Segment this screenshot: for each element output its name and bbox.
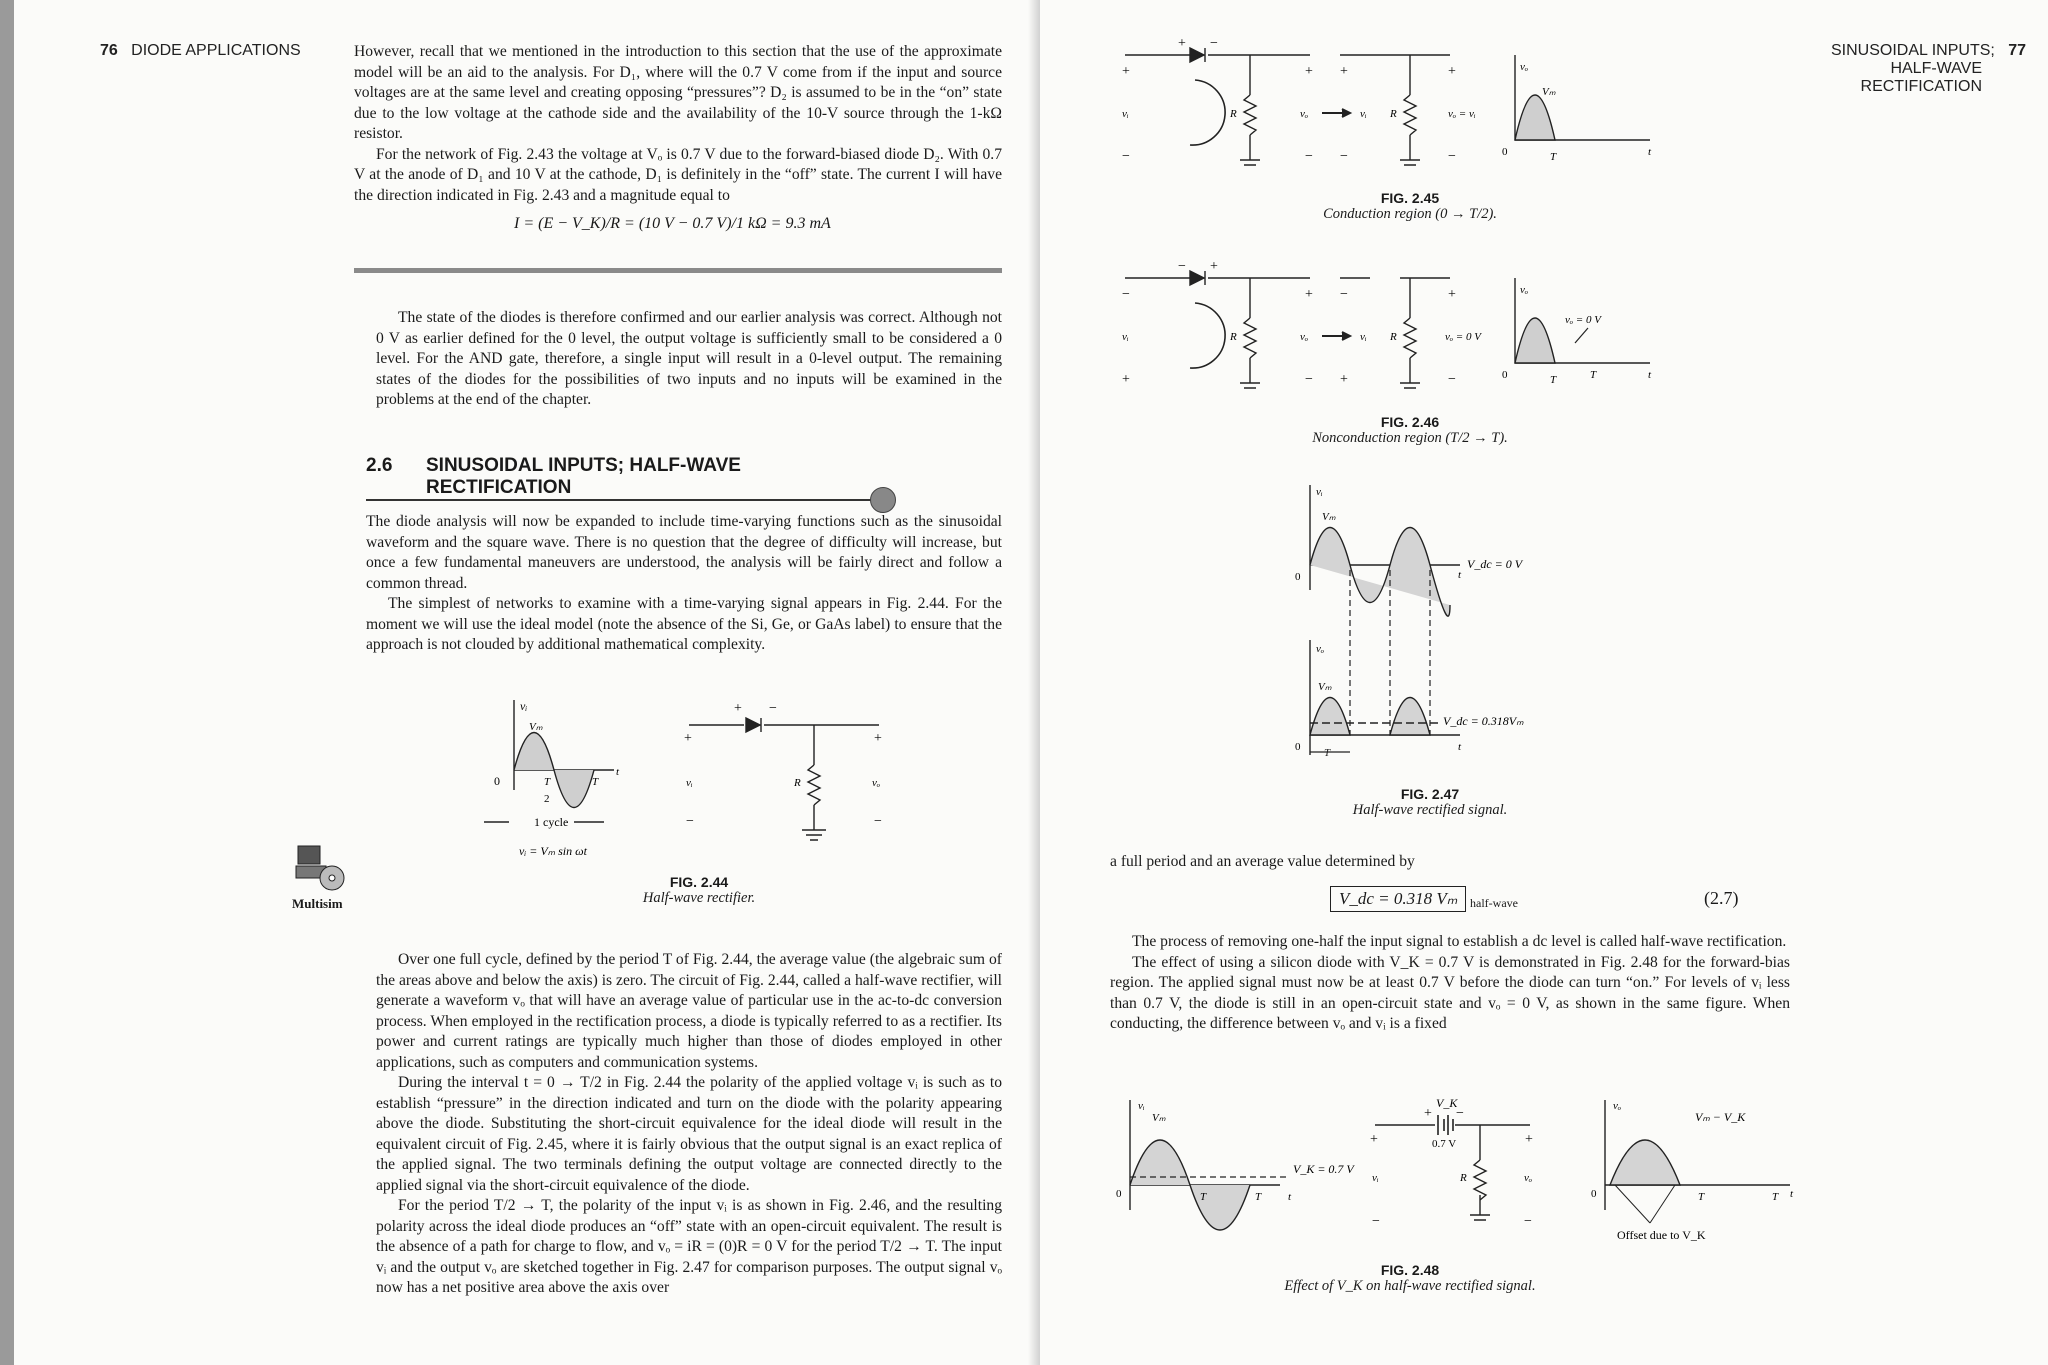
svg-text:t: t	[1288, 1191, 1292, 1203]
multisim-logo	[290, 840, 350, 900]
resistor-symbol	[1474, 1160, 1486, 1200]
circuit-wires	[689, 725, 879, 830]
body-block-3	[366, 512, 1002, 656]
fig-2-48-offset-note: Offset due to V_K	[1617, 1228, 1706, 1242]
svg-text:vₒ: vₒ	[1300, 331, 1309, 343]
fig-title: Effect of V_K on half-wave rectified signal.	[1284, 1278, 1536, 1294]
svg-text:vₒ = 0 V: vₒ = 0 V	[1565, 314, 1601, 326]
svg-text:t: t	[1648, 146, 1652, 158]
fig-2-44-diagram	[464, 690, 924, 890]
svg-text:T: T	[1550, 151, 1557, 163]
svg-text:+: +	[1122, 64, 1130, 79]
svg-text:T: T	[592, 776, 599, 788]
fig-title: Nonconduction region (T/2 → T).	[1312, 430, 1508, 446]
svg-text:+: +	[1122, 372, 1130, 387]
svg-text:R: R	[1390, 108, 1397, 120]
example-end-rule	[354, 268, 1002, 273]
svg-text:vₒ: vₒ	[1520, 61, 1529, 73]
svg-text:+: +	[1340, 372, 1348, 387]
svg-text:Vₘ: Vₘ	[529, 721, 543, 733]
input-sine-waveform	[1130, 1140, 1250, 1230]
section-title-line2: RECTIFICATION	[426, 477, 572, 498]
svg-text:0: 0	[494, 774, 500, 788]
svg-text:vᵢ: vᵢ	[1122, 331, 1129, 343]
svg-text:0: 0	[1502, 369, 1508, 381]
svg-text:Vₘ: Vₘ	[1152, 1112, 1166, 1124]
svg-text:+: +	[1178, 36, 1186, 51]
paragraph: The state of the diodes is therefore confirmed and our earlier analysis was correct. Although not 0 V as earlier defined for the 0 level, the output voltage is sufficiently small to be considered a 0 level. For the AND gate, therefore, a single input will result in a 0-level output. The remaining states of the diodes for the possibilities of two inputs and no inputs will be examined in the problems at the end of the chapter.	[376, 309, 1002, 408]
half-wave-pulse	[1515, 318, 1555, 363]
svg-text:vᵢ: vᵢ	[1360, 108, 1367, 120]
fig-2-48-vm-vk: Vₘ − V_K	[1695, 1110, 1746, 1124]
svg-text:t: t	[1790, 1188, 1794, 1200]
svg-text:0: 0	[1591, 1188, 1597, 1200]
svg-text:vᵢ: vᵢ	[686, 777, 693, 789]
svg-text:vₒ: vₒ	[872, 777, 881, 789]
svg-text:Vₘ: Vₘ	[1542, 86, 1556, 98]
svg-text:t: t	[1458, 741, 1462, 753]
svg-text:T: T	[1590, 369, 1597, 381]
ground-symbol	[1240, 160, 1420, 165]
svg-text:+: +	[1210, 259, 1218, 274]
svg-text:vᵢ: vᵢ	[1372, 1172, 1379, 1184]
svg-text:R: R	[1390, 331, 1397, 343]
chapter-title: DIODE APPLICATIONS	[131, 42, 301, 59]
svg-text:+: +	[1305, 64, 1313, 79]
svg-text:+: +	[1340, 64, 1348, 79]
output-half-wave	[1310, 698, 1430, 736]
svg-text:t: t	[1648, 369, 1652, 381]
multisim-label: Multisim	[292, 896, 343, 911]
svg-text:vᵢ: vᵢ	[1122, 108, 1129, 120]
svg-text:−: −	[1340, 287, 1348, 302]
svg-text:V_K: V_K	[1436, 1096, 1458, 1110]
svg-text:T: T	[1698, 1191, 1705, 1203]
svg-text:−: −	[769, 701, 777, 716]
svg-text:R: R	[1230, 108, 1237, 120]
diode-symbol	[746, 718, 761, 732]
fig-label: FIG. 2.47	[1400, 786, 1460, 802]
diode-symbol	[1190, 271, 1205, 285]
svg-text:vₒ: vₒ	[1300, 108, 1309, 120]
svg-text:vₒ: vₒ	[1316, 643, 1325, 655]
equation-current: I = (E − V_K)/R = (10 V − 0.7 V)/1 kΩ = 9.3 mA	[514, 215, 831, 232]
body-block-5	[1110, 852, 1790, 873]
fig-2-44-equation: vᵢ = Vₘ sin ωt	[519, 844, 587, 858]
svg-text:t: t	[1458, 569, 1462, 581]
page-number-left: 76	[100, 42, 118, 59]
svg-text:vᵢ: vᵢ	[1138, 1100, 1145, 1112]
svg-text:−: −	[1178, 259, 1186, 274]
svg-text:T: T	[1255, 1191, 1262, 1203]
fig-2-48-vk-label: V_K = 0.7 V	[1293, 1162, 1354, 1176]
svg-text:2: 2	[544, 793, 550, 805]
running-head-left	[100, 42, 301, 60]
fig-title: Half-wave rectified signal.	[1352, 802, 1508, 818]
fig-2-44-cycle-label: 1 cycle	[534, 815, 569, 829]
paragraph: During the interval t = 0 → T/2 in Fig. 2.44 the polarity of the applied voltage vᵢ is such as to establish “pressure” in the direction indicated and turn on the diode with the polarity appearing above the diode. Substituting the short-circuit equivalence for the ideal diode will result in the equivalent circuit of Fig. 2.45, where it is fairly obvious that the output signal is an exact replica of the applied signal. The two terminals defining the output voltage are connected directly to the applied signal via the short-circuit equivalence of the diode.	[376, 1074, 1002, 1194]
svg-text:R: R	[1230, 331, 1237, 343]
fig-2-47-caption	[1290, 786, 1570, 819]
svg-text:t: t	[616, 766, 620, 778]
fig-2-48-diagram	[1110, 1085, 1800, 1255]
svg-text:vₒ: vₒ	[1520, 284, 1529, 296]
svg-text:−: −	[1305, 372, 1313, 387]
battery-symbol	[1438, 1115, 1453, 1135]
paragraph: However, recall that we mentioned in the introduction to this section that the use of the approximate model will be an aid to the analysis. For D₁, where will the 0.7 V come from if the input and source voltages are at the same level and creating opposing “pressures”? D₂ is assumed to be in the “on” state due to the low voltage at the cathode side and the availability of the 10-V source through the 1-kΩ resistor.	[354, 43, 1002, 142]
svg-text:R: R	[794, 777, 801, 789]
boxed-equation-subscript: half-wave	[1470, 896, 1518, 910]
svg-text:T: T	[1200, 1191, 1207, 1203]
section-title-line1: SINUSOIDAL INPUTS; HALF-WAVE	[426, 455, 741, 476]
resistor-symbol	[808, 765, 820, 805]
svg-text:+: +	[1424, 1106, 1432, 1121]
fig-label: FIG. 2.46	[1380, 414, 1440, 430]
page-number-right: 77	[2008, 42, 2026, 59]
section-bullet-icon	[870, 487, 896, 513]
svg-text:T: T	[1772, 1191, 1779, 1203]
svg-text:+: +	[1525, 1132, 1533, 1147]
svg-text:−: −	[874, 814, 882, 829]
svg-text:+: +	[1448, 64, 1456, 79]
reduced-half-wave	[1610, 1140, 1680, 1185]
svg-text:vₒ = 0 V: vₒ = 0 V	[1445, 331, 1481, 343]
fig-label: FIG. 2.44	[669, 874, 729, 890]
svg-text:R: R	[1460, 1172, 1467, 1184]
ground-symbol	[1240, 383, 1420, 388]
paragraph: The effect of using a silicon diode with V_K = 0.7 V is demonstrated in Fig. 2.48 for the forward-bias region. The applied signal must now be at least 0.7 V before the diode can turn “on.” For levels of vᵢ less than 0.7 V, the diode is still in an open-circuit state and vₒ = 0 V, as shown in the same figure. When conducting, the difference between vₒ and vᵢ is a fixed	[1110, 953, 1790, 1032]
svg-text:vᵢ: vᵢ	[520, 699, 528, 713]
ground-symbol	[802, 830, 826, 840]
svg-text:0: 0	[1295, 571, 1301, 583]
svg-text:−: −	[1210, 36, 1218, 51]
running-head-line3: RECTIFICATION	[1860, 78, 1982, 95]
svg-text:vᵢ: vᵢ	[1360, 331, 1367, 343]
diode-symbol	[1190, 48, 1205, 62]
svg-text:0: 0	[1502, 146, 1508, 158]
svg-text:+: +	[1448, 287, 1456, 302]
paragraph: For the network of Fig. 2.43 the voltage at Vₒ is 0.7 V due to the forward-biased diode D₂. With 0.7 V at the anode of D₁ and 10 V at the cathode, D₁ is definitely in the “off” state. The current I will have the direction indicated in Fig. 2.43 and a magnitude equal to	[354, 145, 1002, 204]
current-arrow	[1190, 303, 1225, 368]
svg-text:T: T	[1550, 374, 1557, 386]
section-running-title: SINUSOIDAL INPUTS;	[1830, 42, 1995, 59]
svg-text:−: −	[1122, 149, 1130, 164]
svg-text:−: −	[686, 814, 694, 829]
fig-label: FIG. 2.48	[1380, 1262, 1440, 1278]
section-number: 2.6	[366, 455, 393, 476]
svg-text:0: 0	[1116, 1188, 1122, 1200]
svg-text:−: −	[1372, 1214, 1380, 1229]
svg-text:+: +	[874, 731, 882, 746]
fig-title: Half-wave rectifier.	[642, 890, 756, 906]
fig-2-45-caption	[1270, 190, 1550, 223]
svg-text:+: +	[734, 701, 742, 716]
paragraph: Over one full cycle, defined by the period T of Fig. 2.44, the average value (the algebraic sum of the areas above and below the axis) is zero. The circuit of Fig. 2.44, called a half-wave rectifier, will generate a waveform vₒ that will have an average value of particular use in the ac-to-dc conversion process. When employed in the rectification process, a diode is typically referred to as a rectifier. Its power and current ratings are typically much higher than those of diodes employed in other applications, such as computers and communication systems.	[376, 951, 1002, 1071]
svg-text:+: +	[684, 731, 692, 746]
svg-text:T: T	[1324, 747, 1331, 759]
fig-2-47-vdc-input: V_dc = 0 V	[1467, 557, 1523, 571]
body-block-2	[376, 308, 1002, 411]
svg-text:−: −	[1122, 287, 1130, 302]
svg-text:−: −	[1456, 1106, 1464, 1121]
section-heading	[366, 455, 741, 498]
ground-symbol	[1470, 1215, 1490, 1220]
svg-text:−: −	[1305, 149, 1313, 164]
right-page	[1040, 0, 2048, 1365]
svg-text:−: −	[1340, 149, 1348, 164]
body-block-4	[376, 950, 1002, 1299]
fig-2-45-diagram	[1110, 35, 1800, 185]
sine-waveform	[514, 733, 594, 808]
boxed-equation-text: V_dc = 0.318 Vₘ	[1339, 889, 1458, 908]
running-head-line2: HALF-WAVE	[1890, 60, 1982, 77]
paragraph: The diode analysis will now be expanded to include time-varying functions such as the sinusoidal waveform and the square wave. There is no question that the degree of difficulty will increase, but once a few fundamental maneuvers are understood, the analysis will be fairly direct and follow a common thread.	[366, 513, 1002, 592]
input-sine-waveform	[1310, 528, 1450, 617]
fig-2-46-diagram	[1110, 258, 1800, 408]
svg-text:+: +	[1305, 287, 1313, 302]
svg-text:−: −	[1448, 372, 1456, 387]
svg-text:+: +	[1370, 1132, 1378, 1147]
body-block-6	[1110, 932, 1790, 1035]
fig-2-48-caption	[1240, 1262, 1580, 1295]
svg-text:T: T	[544, 776, 551, 788]
body-block-1	[354, 42, 1002, 206]
svg-text:vᵢ: vᵢ	[1316, 486, 1323, 498]
paragraph: a full period and an average value determined by	[1110, 853, 1415, 870]
fig-label: FIG. 2.45	[1380, 190, 1440, 206]
svg-text:vₒ: vₒ	[1613, 1100, 1622, 1112]
half-wave-pulse	[1515, 95, 1555, 140]
equation-number: (2.7)	[1704, 888, 1739, 908]
svg-text:−: −	[1448, 149, 1456, 164]
svg-text:Vₘ: Vₘ	[1322, 511, 1336, 523]
svg-text:Vₘ: Vₘ	[1318, 681, 1332, 693]
paragraph: For the period T/2 → T, the polarity of the input vᵢ is as shown in Fig. 2.46, and the resulting polarity across the ideal diode produces an “off” state with an open-circuit equivalent. The result is the absence of a path for charge to flow, and vₒ = iR = (0)R = 0 V for the period T/2 → T. The input vᵢ and the output vₒ are sketched together in Fig. 2.47 for comparison purposes. The output signal vₒ now has a net positive area above the axis over	[376, 1197, 1002, 1296]
section-rule	[366, 499, 884, 501]
fig-2-46-caption	[1260, 414, 1560, 447]
fig-2-44-caption	[574, 874, 824, 907]
current-arrow	[1190, 80, 1225, 145]
svg-text:0: 0	[1295, 741, 1301, 753]
paragraph: The process of removing one-half the input signal to establish a dc level is called half-wave rectification.	[1132, 933, 1787, 950]
boxed-equation	[1330, 886, 1466, 912]
fig-title: Conduction region (0 → T/2).	[1323, 206, 1497, 222]
fig-2-48-battery-label: 0.7 V	[1432, 1138, 1457, 1150]
svg-text:vₒ = vᵢ: vₒ = vᵢ	[1448, 108, 1476, 120]
fig-2-47-vdc-output: V_dc = 0.318Vₘ	[1443, 714, 1524, 728]
fig-2-47-diagram	[1280, 480, 1600, 780]
svg-text:−: −	[1524, 1214, 1532, 1229]
paragraph: The simplest of networks to examine with a time-varying signal appears in Fig. 2.44. For the moment we will use the ideal model (note the absence of the Si, Ge, or GaAs label) to ensure that the approach is not clouded by additional mathematical complexity.	[366, 595, 1002, 653]
svg-text:vₒ: vₒ	[1524, 1172, 1533, 1184]
